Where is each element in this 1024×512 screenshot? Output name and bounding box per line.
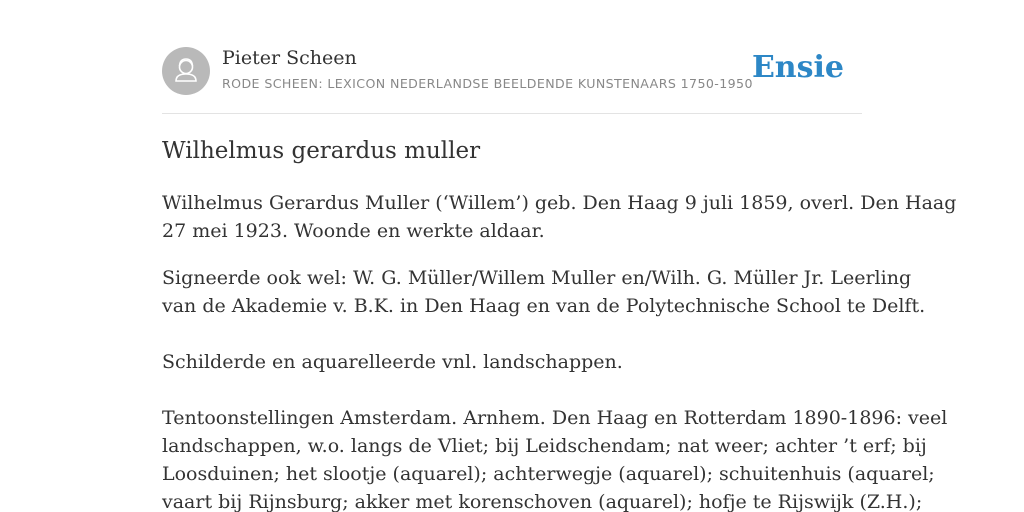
user-icon <box>162 47 210 95</box>
paragraph <box>162 189 957 245</box>
avatar[interactable] <box>162 47 210 95</box>
header-divider <box>162 113 862 114</box>
text-line: van de Akademie v. B.K. in Den Haag en van de Polytechnische School te Delft. <box>162 295 926 317</box>
line-break <box>162 320 862 348</box>
text-line: 27 mei 1923. Woonde en werkte aldaar. <box>162 220 545 242</box>
text-line: vaart bij Rijnsburg; akker met korenschoven (aquarel); hofje te Rijswijk (Z.H.); <box>162 491 923 512</box>
paragraph <box>162 264 948 512</box>
text-line: Wilhelmus Gerardus Muller (‘Willem’) geb. Den Haag 9 juli 1859, overl. Den Haag <box>162 192 957 214</box>
text-line: landschappen, w.o. langs de Vliet; bij Leidschendam; nat weer; achter ’t erf; bij <box>162 435 927 457</box>
article-body <box>162 189 957 512</box>
author-name[interactable]: Pieter Scheen <box>222 47 357 69</box>
line-break <box>162 376 862 404</box>
brand-logo[interactable]: Ensie <box>751 50 844 85</box>
text-line: Schilderde en aquarelleerde vnl. landschappen. <box>162 351 623 373</box>
text-line: Loosduinen; het slootje (aquarel); achterwegje (aquarel); schuitenhuis (aquarel; <box>162 463 935 485</box>
article-title: Wilhelmus gerardus muller <box>162 138 481 164</box>
source-label[interactable]: RODE SCHEEN: LEXICON NEDERLANDSE BEELDENDE KUNSTENAARS 1750-1950 <box>222 76 753 91</box>
author-header <box>162 47 862 97</box>
text-line: Signeerde ook wel: W. G. Müller/Willem Muller en/Wilh. G. Müller Jr. Leerling <box>162 267 912 289</box>
text-line: Tentoonstellingen Amsterdam. Arnhem. Den Haag en Rotterdam 1890-1896: veel <box>162 407 948 429</box>
